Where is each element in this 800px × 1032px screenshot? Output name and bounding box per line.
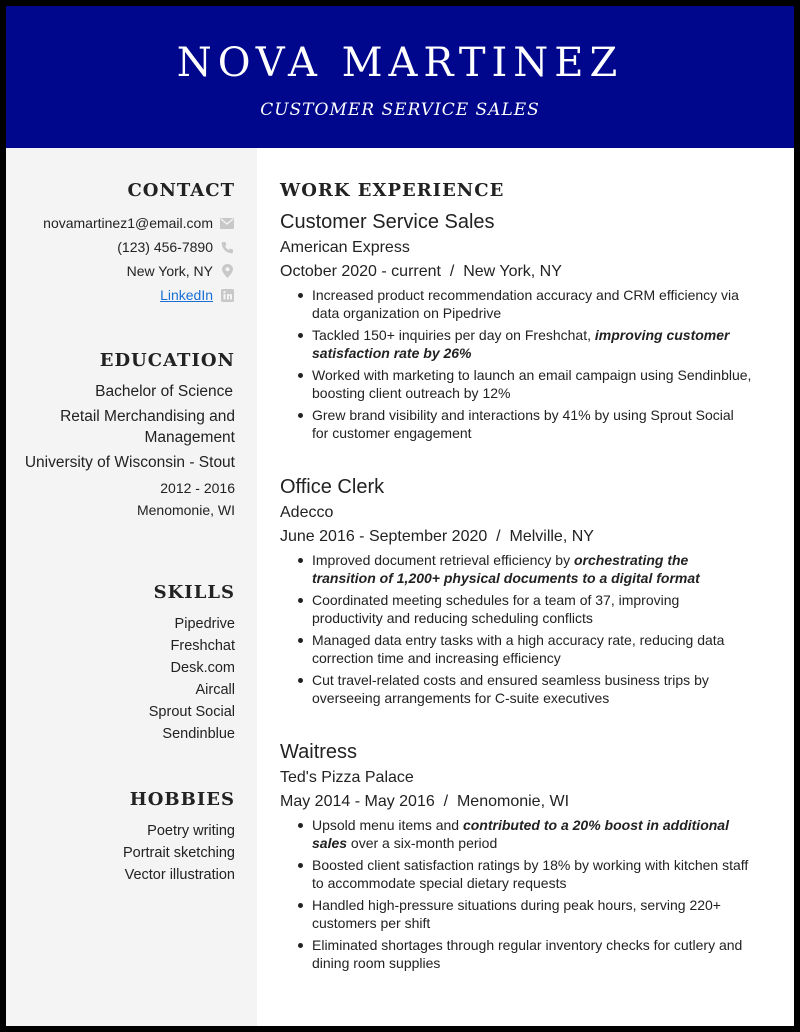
bullet-item: Cut travel-related costs and ensured seamless business trips by overseeing arrangements for C-suite executives (292, 671, 752, 707)
resume-page (6, 6, 794, 1026)
job-dates: June 2016 - September 2020 / Melville, NY (280, 528, 594, 545)
contact-location: New York, NY (126, 263, 213, 279)
job-company: Ted's Pizza Palace (280, 769, 414, 786)
job-bullets (280, 816, 770, 972)
education-location: Menomonie, WI (136, 502, 235, 518)
skill-item: Sendinblue (162, 726, 235, 742)
linkedin-link[interactable]: LinkedIn (160, 287, 213, 303)
bullet-item: Managed data entry tasks with a high accuracy rate, reducing data correction time and increasing efficiency (292, 631, 752, 667)
bullet-item: Handled high-pressure situations during peak hours, serving 220+ customers per shift (292, 896, 752, 932)
hobbies-section (15, 789, 235, 886)
skill-item: Pipedrive (174, 616, 235, 632)
hobby-item: Portrait sketching (122, 845, 235, 861)
job-title: Office Clerk (280, 476, 385, 498)
bullet-item: Tackled 150+ inquiries per day on Freshchat, improving customer satisfaction rate by 26% (292, 326, 752, 362)
skill-item: Aircall (195, 682, 235, 698)
contact-phone-row (15, 235, 235, 259)
education-section (15, 350, 235, 521)
education-school: University of Wisconsin - Stout (24, 454, 235, 471)
skills-section (15, 582, 235, 745)
education-years: 2012 - 2016 (160, 480, 235, 496)
skill-item: Freshchat (170, 638, 235, 654)
job-company: Adecco (280, 504, 334, 521)
bullet-item: Worked with marketing to launch an email campaign using Sendinblue, boosting client outreach by 12% (292, 366, 752, 402)
bullet-item: Eliminated shortages through regular inventory checks for cutlery and dining room supplies (292, 936, 752, 972)
envelope-icon (219, 218, 235, 229)
bullet-item: Boosted client satisfaction ratings by 18% by working with kitchen staff to accommodate special dietary requests (292, 856, 752, 892)
work-experience-heading: WORK EXPERIENCE (280, 180, 505, 201)
contact-phone[interactable]: (123) 456-7890 (117, 239, 213, 255)
education-heading: EDUCATION (99, 350, 235, 371)
phone-icon (219, 241, 235, 254)
skills-heading: SKILLS (153, 582, 235, 603)
hobby-item: Vector illustration (124, 867, 235, 883)
linkedin-icon (219, 289, 235, 302)
job-dates: May 2014 - May 2016 / Menomonie, WI (280, 793, 570, 810)
resume-header (6, 6, 794, 148)
contact-section (15, 180, 235, 307)
hobbies-heading: HOBBIES (129, 789, 235, 810)
education-major: Retail Merchandising and Management (60, 408, 235, 446)
job-entry (280, 208, 770, 446)
job-title: Waitress (280, 741, 358, 763)
job-bullets (280, 551, 770, 707)
education-degree: Bachelor of Science (95, 383, 233, 400)
hobby-item: Poetry writing (147, 823, 235, 839)
skill-item: Desk.com (170, 660, 235, 676)
contact-linkedin-row (15, 283, 235, 307)
job-company: American Express (280, 239, 410, 256)
bullet-item: Grew brand visibility and interactions by 41% by using Sprout Social for customer engagement (292, 406, 752, 442)
contact-location-row (15, 259, 235, 283)
bullet-item: Coordinated meeting schedules for a team of 37, improving productivity and reducing scheduling conflicts (292, 591, 752, 627)
contact-heading: CONTACT (127, 180, 235, 201)
bullet-item: Improved document retrieval efficiency by orchestrating the transition of 1,200+ physical documents to a digital format (292, 551, 752, 587)
contact-email-row (15, 211, 235, 235)
job-dates: October 2020 - current / New York, NY (280, 263, 562, 280)
bullet-item: Upsold menu items and contributed to a 20% boost in additional sales over a six-month period (292, 816, 752, 852)
job-bullets (280, 286, 770, 442)
candidate-tagline: CUSTOMER SERVICE SALES (260, 100, 540, 120)
candidate-name: NOVA MARTINEZ (176, 40, 624, 86)
location-pin-icon (219, 264, 235, 278)
contact-email[interactable]: novamartinez1@email.com (43, 215, 213, 231)
job-entry (280, 738, 770, 976)
job-entry (280, 473, 770, 711)
bullet-item: Increased product recommendation accuracy and CRM efficiency via data organization on Pipedrive (292, 286, 752, 322)
skill-item: Sprout Social (148, 704, 235, 720)
job-title: Customer Service Sales (280, 211, 495, 233)
sidebar (6, 148, 257, 1026)
